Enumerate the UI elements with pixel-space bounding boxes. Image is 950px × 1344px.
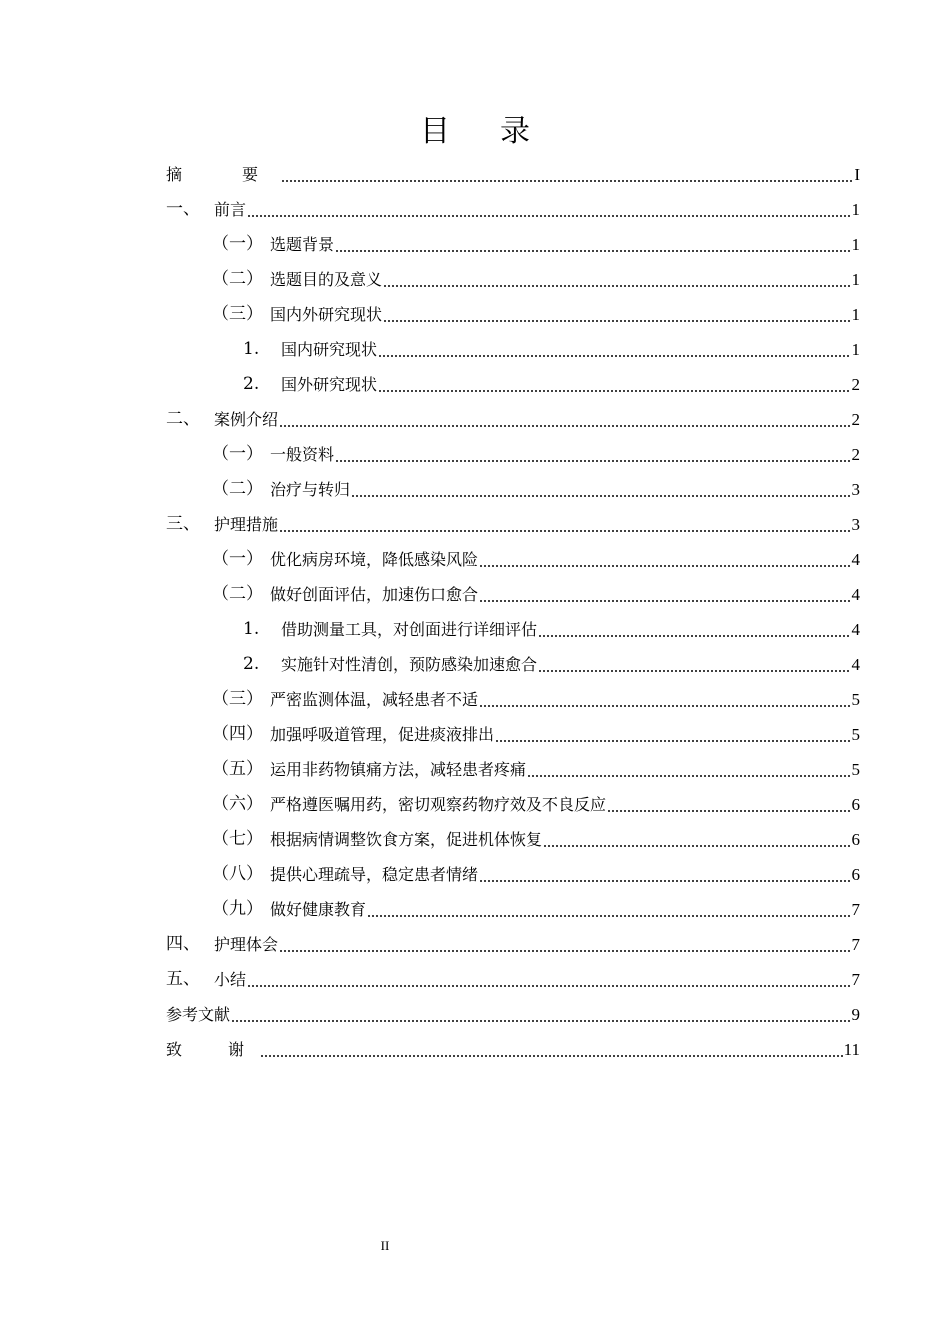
toc-dot-leader (247, 971, 850, 989)
toc-dot-leader (351, 481, 850, 499)
toc-dot-leader (383, 271, 850, 289)
toc-entry-number: （一） (212, 549, 263, 569)
page-footer-number: II (380, 1238, 390, 1253)
toc-dot-leader (279, 936, 850, 954)
toc-entry-page-number: 4 (851, 550, 860, 569)
toc-entry-page-number: 11 (843, 1040, 860, 1059)
toc-entry-label: 前言 (214, 200, 247, 219)
toc-entry-label: 参考文献 (166, 1005, 231, 1024)
toc-entry[interactable] (166, 857, 860, 892)
toc-entry-number: 三、 (166, 514, 200, 534)
toc-entry-number: 1. (243, 339, 260, 359)
toc-entry-label: 提供心理疏导，稳定患者情绪 (270, 865, 479, 884)
title-char-2: 录 (500, 114, 530, 149)
toc-entry-label: 严格遵医嘱用药，密切观察药物疗效及不良反应 (270, 795, 607, 814)
toc-entry-number: 二、 (166, 409, 200, 429)
toc-entry-number: （四） (212, 724, 263, 744)
toc-entry[interactable] (166, 647, 860, 682)
toc-dot-leader (538, 656, 850, 674)
toc-entry[interactable] (166, 542, 860, 577)
toc-entry-page-number: 6 (851, 795, 860, 814)
toc-dot-leader (495, 726, 850, 744)
toc-entry-label: 选题背景 (270, 235, 335, 254)
toc-dot-leader (367, 901, 850, 919)
toc-entry-page-number: 2 (851, 445, 860, 464)
toc-entry-number: （八） (212, 864, 263, 884)
toc-entry-label: 案例介绍 (214, 410, 279, 429)
toc-entry-label: 运用非药物镇痛方法，减轻患者疼痛 (270, 760, 527, 779)
toc-entry[interactable] (166, 262, 860, 297)
toc-entry-page-number: 4 (851, 655, 860, 674)
toc-entry-label: 护理体会 (214, 935, 279, 954)
toc-entry-page-number: 3 (851, 480, 860, 499)
toc-entry-page-number: 1 (851, 340, 860, 359)
toc-dot-leader (378, 376, 850, 394)
title-char-1: 目 (420, 114, 450, 149)
toc-entry-number: （九） (212, 899, 263, 919)
toc-entry-page-number: 7 (851, 935, 860, 954)
toc-entry-page-number: 2 (851, 410, 860, 429)
toc-entry-number: （七） (212, 829, 263, 849)
toc-entry[interactable] (166, 332, 860, 367)
toc-entry-label: 做好健康教育 (270, 900, 367, 919)
toc-dot-leader (543, 831, 850, 849)
table-of-contents (166, 157, 860, 1067)
toc-entry-label: 一般资料 (270, 445, 335, 464)
toc-dot-leader (281, 166, 853, 184)
toc-entry-page-number: 4 (851, 585, 860, 604)
toc-entry-label: 严密监测体温，减轻患者不适 (270, 690, 479, 709)
toc-dot-leader (247, 201, 850, 219)
toc-entry-number: （二） (212, 584, 263, 604)
toc-entry-label: 致 谢 (166, 1040, 260, 1059)
toc-entry-number: （一） (212, 234, 263, 254)
toc-entry[interactable] (166, 682, 860, 717)
toc-entry-page-number: 9 (851, 1005, 860, 1024)
toc-entry[interactable] (166, 297, 860, 332)
toc-entry[interactable] (166, 1032, 860, 1067)
toc-entry-page-number: 1 (851, 235, 860, 254)
toc-entry-label: 根据病情调整饮食方案，促进机体恢复 (270, 830, 543, 849)
toc-entry[interactable] (166, 717, 860, 752)
toc-entry-page-number: 2 (851, 375, 860, 394)
toc-entry[interactable] (166, 822, 860, 857)
toc-entry-page-number: 6 (851, 830, 860, 849)
toc-entry-page-number: 4 (851, 620, 860, 639)
toc-entry-page-number: 1 (851, 270, 860, 289)
toc-entry-number: （二） (212, 269, 263, 289)
toc-entry-label: 选题目的及意义 (270, 270, 383, 289)
toc-entry[interactable] (166, 927, 860, 962)
toc-entry[interactable] (166, 192, 860, 227)
toc-dot-leader (527, 761, 850, 779)
toc-entry[interactable] (166, 367, 860, 402)
toc-entry[interactable] (166, 997, 860, 1032)
toc-dot-leader (538, 621, 850, 639)
toc-entry-label: 护理措施 (214, 515, 279, 534)
toc-entry-page-number: 3 (851, 515, 860, 534)
toc-dot-leader (383, 306, 850, 324)
toc-entry-number: 2. (243, 654, 260, 674)
toc-entry-label: 小结 (214, 970, 247, 989)
toc-dot-leader (335, 446, 850, 464)
toc-entry-label: 借助测量工具，对创面进行详细评估 (281, 620, 538, 639)
toc-entry-number: 1. (243, 619, 260, 639)
toc-entry[interactable] (166, 752, 860, 787)
toc-dot-leader (479, 691, 850, 709)
toc-entry-label: 治疗与转归 (270, 480, 351, 499)
toc-entry-page-number: 5 (851, 690, 860, 709)
toc-entry[interactable] (166, 507, 860, 542)
page-title (0, 112, 950, 152)
toc-dot-leader (231, 1006, 850, 1024)
toc-entry-page-number: 5 (851, 725, 860, 744)
toc-entry-label: 国外研究现状 (281, 375, 378, 394)
toc-entry-page-number: I (854, 165, 860, 184)
toc-entry-number: 五、 (166, 969, 200, 989)
toc-entry-label: 实施针对性清创，预防感染加速愈合 (281, 655, 538, 674)
toc-entry-label: 加强呼吸道管理，促进痰液排出 (270, 725, 495, 744)
toc-entry-label: 国内外研究现状 (270, 305, 383, 324)
toc-entry-label: 优化病房环境，降低感染风险 (270, 550, 479, 569)
toc-entry-number: 四、 (166, 934, 200, 954)
toc-entry[interactable] (166, 612, 860, 647)
toc-entry[interactable] (166, 227, 860, 262)
toc-dot-leader (260, 1041, 843, 1059)
toc-entry-label: 做好创面评估，加速伤口愈合 (270, 585, 479, 604)
toc-entry[interactable] (166, 437, 860, 472)
toc-entry[interactable] (166, 157, 860, 192)
toc-entry[interactable] (166, 577, 860, 612)
toc-dot-leader (607, 796, 850, 814)
toc-entry-page-number: 5 (851, 760, 860, 779)
toc-entry-number: （三） (212, 689, 263, 709)
toc-entry-label: 摘 要 (166, 165, 281, 184)
toc-entry-page-number: 7 (851, 900, 860, 919)
toc-entry-page-number: 1 (851, 305, 860, 324)
toc-dot-leader (279, 411, 850, 429)
toc-dot-leader (479, 866, 850, 884)
toc-entry-page-number: 1 (851, 200, 860, 219)
toc-entry[interactable] (166, 892, 860, 927)
toc-dot-leader (335, 236, 850, 254)
toc-dot-leader (279, 516, 850, 534)
toc-dot-leader (479, 551, 850, 569)
toc-entry[interactable] (166, 402, 860, 437)
toc-entry-number: （五） (212, 759, 263, 779)
toc-entry-page-number: 7 (851, 970, 860, 989)
toc-entry-number: （一） (212, 444, 263, 464)
toc-entry-label: 国内研究现状 (281, 340, 378, 359)
toc-entry[interactable] (166, 787, 860, 822)
toc-entry[interactable] (166, 962, 860, 997)
toc-entry-number: （六） (212, 794, 263, 814)
toc-entry-page-number: 6 (851, 865, 860, 884)
toc-entry-number: （三） (212, 304, 263, 324)
toc-dot-leader (378, 341, 850, 359)
toc-entry-number: （二） (212, 479, 263, 499)
toc-entry-number: 2. (243, 374, 260, 394)
toc-entry-number: 一、 (166, 199, 200, 219)
toc-entry[interactable] (166, 472, 860, 507)
toc-dot-leader (479, 586, 850, 604)
